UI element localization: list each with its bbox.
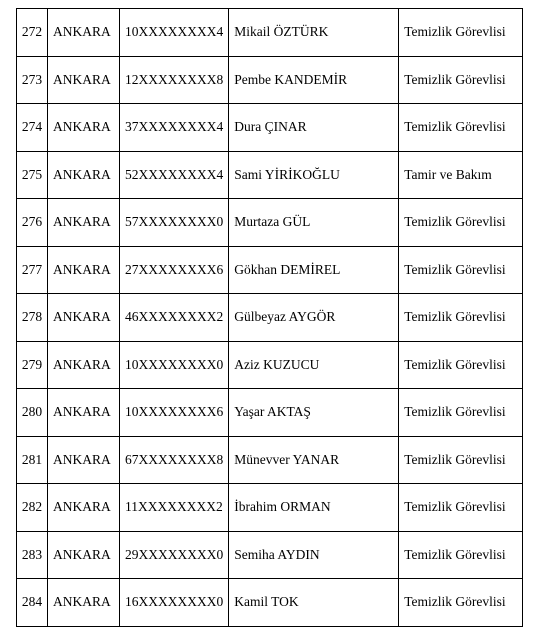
row-number-cell: 275 [17,151,48,199]
row-number-cell: 273 [17,56,48,104]
name-cell: Yaşar AKTAŞ [229,389,399,437]
name-cell: Mikail ÖZTÜRK [229,9,399,57]
name-cell: Semiha AYDIN [229,531,399,579]
row-number-cell: 276 [17,199,48,247]
job-title-cell: Temizlik Görevlisi [399,294,523,342]
row-number-cell: 282 [17,484,48,532]
table-row [17,104,523,152]
city-cell: ANKARA [48,294,120,342]
city-cell: ANKARA [48,56,120,104]
personnel-table-body [17,9,523,627]
table-row [17,341,523,389]
table-row [17,56,523,104]
name-cell: Gülbeyaz AYGÖR [229,294,399,342]
id-number-cell: 10XXXXXXXX4 [120,9,229,57]
id-number-cell: 10XXXXXXXX0 [120,341,229,389]
table-row [17,151,523,199]
table-row [17,199,523,247]
city-cell: ANKARA [48,199,120,247]
row-number-cell: 272 [17,9,48,57]
table-row [17,484,523,532]
city-cell: ANKARA [48,9,120,57]
personnel-table [16,8,523,627]
job-title-cell: Temizlik Görevlisi [399,246,523,294]
name-cell: Aziz KUZUCU [229,341,399,389]
city-cell: ANKARA [48,341,120,389]
row-number-cell: 284 [17,579,48,627]
city-cell: ANKARA [48,484,120,532]
row-number-cell: 278 [17,294,48,342]
city-cell: ANKARA [48,436,120,484]
job-title-cell: Temizlik Görevlisi [399,199,523,247]
id-number-cell: 10XXXXXXXX6 [120,389,229,437]
row-number-cell: 279 [17,341,48,389]
job-title-cell: Temizlik Görevlisi [399,9,523,57]
city-cell: ANKARA [48,151,120,199]
table-row [17,436,523,484]
id-number-cell: 27XXXXXXXX6 [120,246,229,294]
name-cell: Münevver YANAR [229,436,399,484]
row-number-cell: 281 [17,436,48,484]
table-row [17,579,523,627]
id-number-cell: 11XXXXXXXX2 [120,484,229,532]
city-cell: ANKARA [48,104,120,152]
job-title-cell: Temizlik Görevlisi [399,531,523,579]
table-row [17,9,523,57]
city-cell: ANKARA [48,246,120,294]
name-cell: Kamil TOK [229,579,399,627]
id-number-cell: 57XXXXXXXX0 [120,199,229,247]
job-title-cell: Temizlik Görevlisi [399,389,523,437]
job-title-cell: Temizlik Görevlisi [399,56,523,104]
job-title-cell: Temizlik Görevlisi [399,436,523,484]
job-title-cell: Tamir ve Bakım [399,151,523,199]
job-title-cell: Temizlik Görevlisi [399,579,523,627]
table-row [17,531,523,579]
table-row [17,389,523,437]
row-number-cell: 283 [17,531,48,579]
id-number-cell: 12XXXXXXXX8 [120,56,229,104]
name-cell: Murtaza GÜL [229,199,399,247]
table-row [17,246,523,294]
name-cell: Dura ÇINAR [229,104,399,152]
id-number-cell: 67XXXXXXXX8 [120,436,229,484]
job-title-cell: Temizlik Görevlisi [399,341,523,389]
id-number-cell: 52XXXXXXXX4 [120,151,229,199]
name-cell: Sami YİRİKOĞLU [229,151,399,199]
city-cell: ANKARA [48,531,120,579]
id-number-cell: 16XXXXXXXX0 [120,579,229,627]
city-cell: ANKARA [48,579,120,627]
job-title-cell: Temizlik Görevlisi [399,484,523,532]
row-number-cell: 274 [17,104,48,152]
table-row [17,294,523,342]
name-cell: Gökhan DEMİREL [229,246,399,294]
job-title-cell: Temizlik Görevlisi [399,104,523,152]
name-cell: İbrahim ORMAN [229,484,399,532]
id-number-cell: 37XXXXXXXX4 [120,104,229,152]
name-cell: Pembe KANDEMİR [229,56,399,104]
id-number-cell: 46XXXXXXXX2 [120,294,229,342]
city-cell: ANKARA [48,389,120,437]
row-number-cell: 280 [17,389,48,437]
id-number-cell: 29XXXXXXXX0 [120,531,229,579]
row-number-cell: 277 [17,246,48,294]
